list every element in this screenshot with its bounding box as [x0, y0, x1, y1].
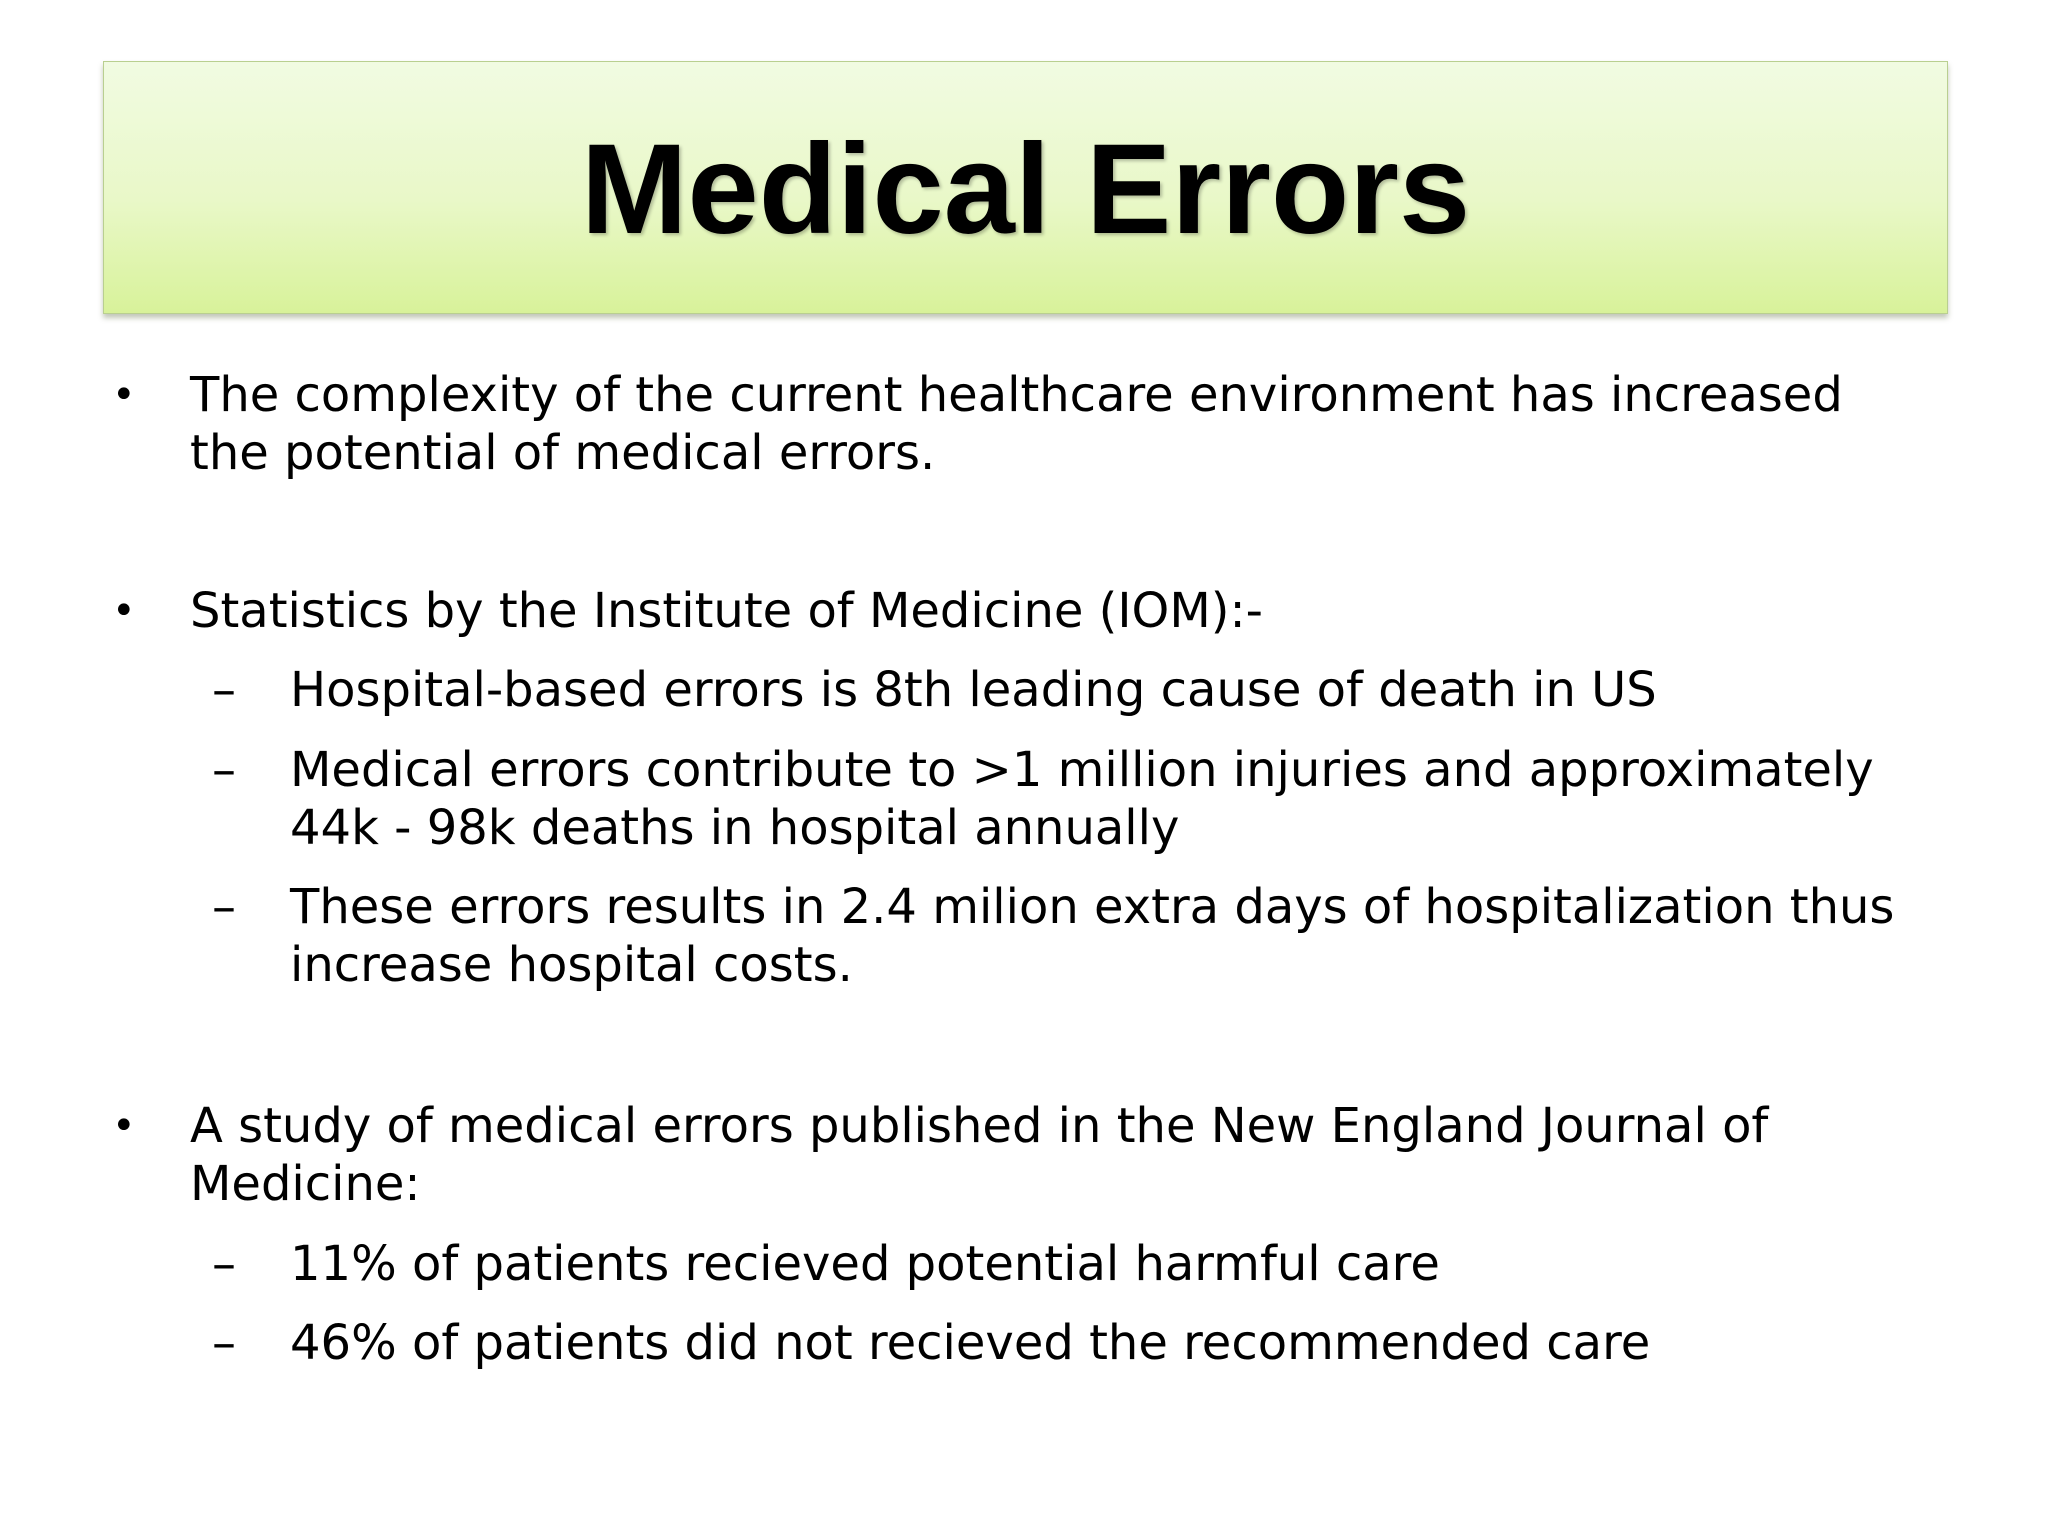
sub-bullet-marker: –	[212, 662, 236, 718]
sub-bullet-marker: –	[212, 1236, 236, 1292]
sub-item-3-1-line-1: 11% of patients recieved potential harmful care	[290, 1236, 1440, 1292]
sub-item-2-2-line-2: 44k - 98k deaths in hospital annually	[290, 800, 1180, 856]
bullet-3-line-2: Medicine:	[190, 1156, 421, 1212]
bullet-marker: •	[112, 1103, 136, 1149]
sub-bullet-marker: –	[212, 879, 236, 935]
bullet-1-line-2: the potential of medical errors.	[190, 425, 936, 481]
bullet-marker: •	[112, 588, 136, 634]
bullet-3-line-1: A study of medical errors published in the New England Journal of	[190, 1098, 1769, 1154]
bullet-1-line-1: The complexity of the current healthcare environment has increased	[190, 367, 1843, 423]
sub-item-2-3-line-1: These errors results in 2.4 milion extra days of hospitalization thus	[290, 879, 1895, 935]
sub-bullet-marker: –	[212, 1315, 236, 1371]
bullet-marker: •	[112, 372, 136, 418]
bullet-2-line-1: Statistics by the Institute of Medicine (IOM):-	[190, 583, 1263, 639]
sub-item-2-1-line-1: Hospital-based errors is 8th leading cause of death in US	[290, 662, 1657, 718]
slide-title: Medical Errors	[580, 118, 1471, 261]
sub-item-2-3-line-2: increase hospital costs.	[290, 937, 853, 993]
sub-item-2-2-line-1: Medical errors contribute to >1 million injuries and approximately	[290, 742, 1874, 798]
sub-item-3-2-line-1: 46% of patients did not recieved the recommended care	[290, 1315, 1651, 1371]
sub-bullet-marker: –	[212, 742, 236, 798]
